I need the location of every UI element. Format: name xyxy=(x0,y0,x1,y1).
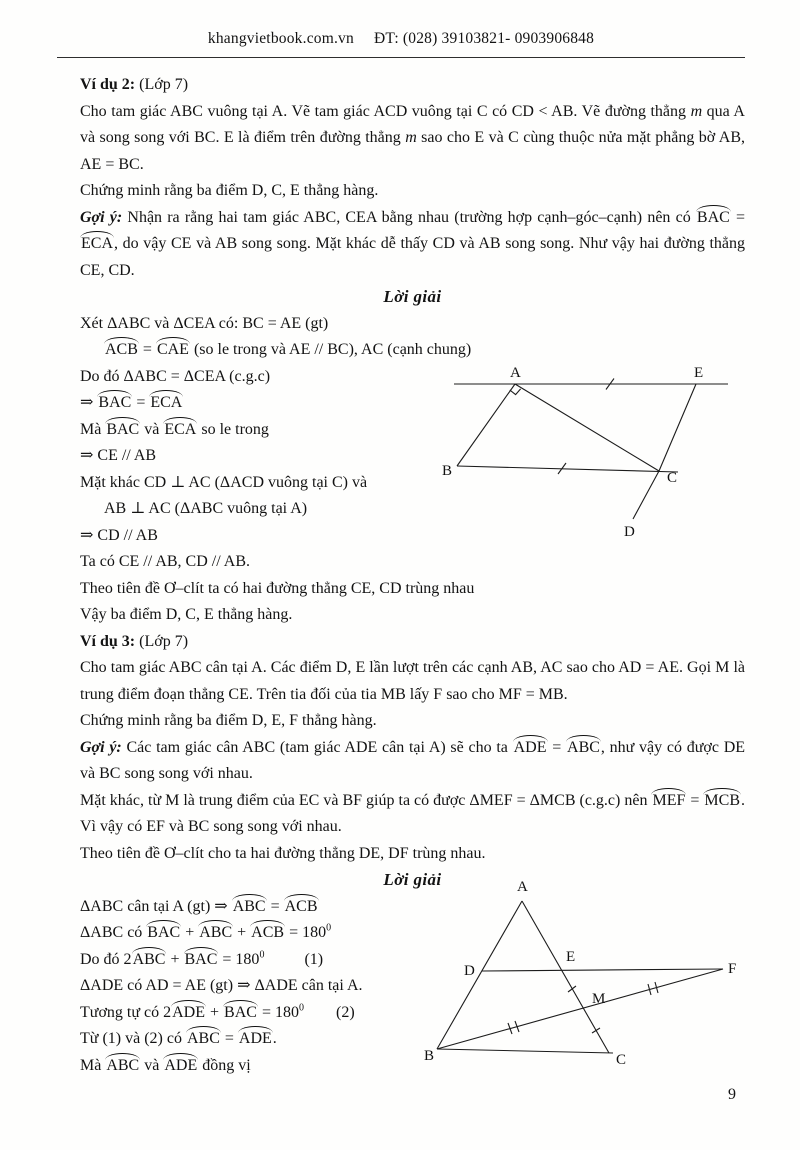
text-segment: Mặt khác CD ⊥ AC (ΔACD vuông tại C) và xyxy=(80,473,368,491)
text-segment: Cho tam giác ABC cân tại A. Các điểm D, E lần lượt trên các cạnh AB, AC sao cho AD = AE. Gọi M là trung điểm đoạn thẳng CE. Trên tia đối của tia MB lấy F sao cho MF = MB. xyxy=(80,659,745,703)
page-header xyxy=(57,30,745,58)
solution-line xyxy=(80,576,745,603)
text-segment: m xyxy=(405,129,417,146)
example-2-conclusion xyxy=(80,178,745,205)
angle-notation: BAC xyxy=(696,208,730,226)
text-segment: ⇒ CE // AB xyxy=(80,447,157,464)
text-segment: + xyxy=(181,924,199,941)
text-segment: qua A và song song với BC. E là điểm trên đường thẳng xyxy=(80,102,745,146)
example-3-heading xyxy=(80,629,745,656)
example-3-problem xyxy=(80,655,745,708)
text-segment: 0 xyxy=(259,949,265,961)
text-segment: Theo tiên đề Ơ–clít cho ta hai đường thẳng DE, DF trùng nhau. xyxy=(80,844,486,862)
angle-notation: ABC xyxy=(106,1056,140,1074)
angle-notation: ABC xyxy=(186,1030,220,1047)
angle-notation: BAC xyxy=(224,1003,257,1021)
fig1-label-d: D xyxy=(624,524,635,540)
fig1-label-b: B xyxy=(442,463,453,479)
angle-notation: MCB xyxy=(704,791,740,809)
text-segment: ⇒ CD // AB xyxy=(80,526,158,544)
text-segment: + xyxy=(206,1003,224,1021)
figure-lines xyxy=(454,379,728,520)
text-segment: Gợi ý: xyxy=(80,738,122,756)
example-3-hint-2 xyxy=(80,788,745,841)
angle-notation: ECA xyxy=(81,235,113,252)
angle-notation: BAC xyxy=(98,394,132,411)
text-segment: Ví dụ 2: xyxy=(80,76,136,93)
text-segment: Do đó 2 xyxy=(80,950,132,968)
text-segment: Mặt khác, từ M là trung điểm của EC và BF giúp ta có được ΔMEF = ΔMCB (c.g.c) nên xyxy=(80,791,652,809)
text-segment: ΔABC có xyxy=(80,924,147,941)
text-segment: . xyxy=(272,1030,277,1047)
text-segment: Các tam giác cân ABC (tam giác ADE cân tại A) sẽ cho ta xyxy=(121,738,513,756)
text-segment: (1) xyxy=(264,950,324,968)
fig2-label-b: B xyxy=(424,1048,435,1064)
page-number: 9 xyxy=(728,1086,736,1103)
text-segment: và xyxy=(140,1056,164,1074)
text-segment: = xyxy=(686,791,704,809)
text-segment: = xyxy=(547,738,567,756)
angle-notation: ABC xyxy=(132,950,166,968)
header-phone: ĐT: (028) 39103821- 0903906848 xyxy=(374,30,595,47)
text-segment: ΔABC cân tại A (gt) ⇒ xyxy=(80,897,232,915)
fig2-label-m: M xyxy=(592,991,606,1007)
angle-notation: ADE xyxy=(172,1003,206,1021)
text-segment: ΔADE có AD = AE (gt) ⇒ ΔADE cân tại A. xyxy=(80,977,363,994)
angle-notation: ADE xyxy=(513,738,547,756)
angle-notation: MEF xyxy=(652,791,686,809)
example-3-hint-3 xyxy=(80,841,745,868)
text-segment: Chứng minh rằng ba điểm D, E, F thẳng hàng. xyxy=(80,712,377,729)
text-segment: Lời giải xyxy=(383,287,442,306)
text-segment: Mà xyxy=(80,1056,106,1074)
text-segment: Từ (1) và (2) có xyxy=(80,1030,186,1047)
angle-notation: BAC xyxy=(147,924,181,941)
text-segment: Xét ΔABC và ΔCEA có: BC = AE (gt) xyxy=(80,314,329,332)
example-2-problem xyxy=(80,99,745,179)
text-segment: m xyxy=(690,102,703,120)
text-segment: + xyxy=(233,924,251,941)
text-segment: + xyxy=(166,950,184,968)
figure-point-labels xyxy=(442,365,703,540)
text-segment: = 180 xyxy=(257,1003,299,1021)
figure-lines xyxy=(437,901,723,1053)
text-segment: = xyxy=(266,897,284,915)
fig2-label-a: A xyxy=(517,879,528,895)
text-segment: đồng vị xyxy=(198,1056,251,1074)
text-segment: = xyxy=(730,208,746,226)
text-segment: 0 xyxy=(326,922,332,934)
angle-notation: ABC xyxy=(567,738,600,756)
text-segment: (2) xyxy=(303,1003,355,1021)
text-segment: Lời giải xyxy=(383,870,442,889)
fig2-label-f: F xyxy=(728,961,737,977)
fig1-label-c: C xyxy=(667,470,678,486)
fig1-label-e: E xyxy=(694,365,704,381)
text-segment: = xyxy=(138,341,156,358)
text-segment: = xyxy=(132,394,150,411)
angle-notation: CAE xyxy=(156,341,189,358)
solution-line xyxy=(80,337,745,364)
text-segment: Cho tam giác ABC vuông tại A. Vẽ tam giác ACD vuông tại C có CD < AB. Vẽ đường thẳng xyxy=(80,102,691,120)
text-segment: = 180 xyxy=(218,950,260,968)
text-segment: AB ⊥ AC (ΔABC vuông tại A) xyxy=(104,500,308,517)
example-2-heading xyxy=(80,72,745,99)
text-segment: 0 xyxy=(298,1002,304,1014)
text-segment: , như vậy có được DE và BC song song với nhau. xyxy=(80,738,746,782)
solution-line xyxy=(80,311,745,338)
angle-notation: ACB xyxy=(105,341,138,358)
text-segment: Nhận ra rằng hai tam giác ABC, CEA bằng nhau (trường hợp cạnh–góc–cạnh) nên có xyxy=(122,208,696,226)
solution-heading xyxy=(80,284,745,311)
text-segment: . Vì vậy có EF và BC song song với nhau. xyxy=(80,791,745,835)
text-segment: Chứng minh rằng ba điểm D, C, E thẳng hàng. xyxy=(80,182,379,199)
example-2-hint xyxy=(80,205,745,285)
text-segment: Tương tự có 2 xyxy=(80,1003,172,1021)
example-3-conclusion xyxy=(80,708,745,735)
text-segment: (Lớp 7) xyxy=(135,632,189,650)
fig2-label-c: C xyxy=(616,1052,627,1068)
fig2-label-d: D xyxy=(464,963,475,979)
text-segment: Gợi ý: xyxy=(80,208,123,226)
angle-notation: ACB xyxy=(251,924,285,941)
text-segment: Do đó ΔABC = ΔCEA (c.g.c) xyxy=(80,367,271,385)
angle-notation: ABC xyxy=(199,924,233,941)
angle-notation: ADE xyxy=(238,1030,272,1047)
angle-notation: ABC xyxy=(232,897,266,915)
example-3-hint xyxy=(80,735,745,788)
text-segment: Ví dụ 3: xyxy=(80,632,136,650)
text-segment: Ta có CE // AB, CD // AB. xyxy=(80,553,250,570)
text-segment: ⇒ xyxy=(80,394,98,411)
fig1-label-a: A xyxy=(510,365,521,381)
solution-line xyxy=(80,549,745,576)
text-segment: Theo tiên đề Ơ–clít ta có hai đường thẳng CE, CD trùng nhau xyxy=(80,579,475,597)
angle-notation: ADE xyxy=(164,1056,198,1074)
text-segment: , do vậy CE và AB song song. Mặt khác dễ thấy CD và AB song song. Như vậy hai đường thẳng CE, CD. xyxy=(80,235,745,279)
angle-notation: ECA xyxy=(150,394,183,411)
fig2-label-e: E xyxy=(566,949,576,965)
angle-notation: ACB xyxy=(284,897,318,915)
text-segment: = xyxy=(220,1030,238,1047)
solution-line xyxy=(80,602,745,629)
angle-notation: BAC xyxy=(106,420,140,438)
geometry-figure-example-2 xyxy=(440,362,760,547)
text-segment: Mà xyxy=(80,420,106,438)
angle-notation: ECA xyxy=(164,420,197,438)
text-segment: và xyxy=(140,420,164,438)
text-segment: (Lớp 7) xyxy=(135,76,189,93)
header-website: khangvietbook.com.vn xyxy=(207,30,354,47)
tick-mark xyxy=(592,1028,600,1033)
angle-notation: BAC xyxy=(184,950,218,968)
text-segment: = 180 xyxy=(285,924,327,941)
tick-mark xyxy=(568,986,576,992)
text-segment: so le trong xyxy=(197,420,269,438)
text-segment: Vậy ba điểm D, C, E thẳng hàng. xyxy=(80,606,293,623)
text-segment: sao cho E và C cùng thuộc nửa mặt phẳng bờ AB, AE = BC. xyxy=(80,129,746,173)
text-segment: (so le trong và AE // BC), AC (cạnh chung) xyxy=(189,341,472,358)
geometry-figure-example-3 xyxy=(420,874,760,1074)
